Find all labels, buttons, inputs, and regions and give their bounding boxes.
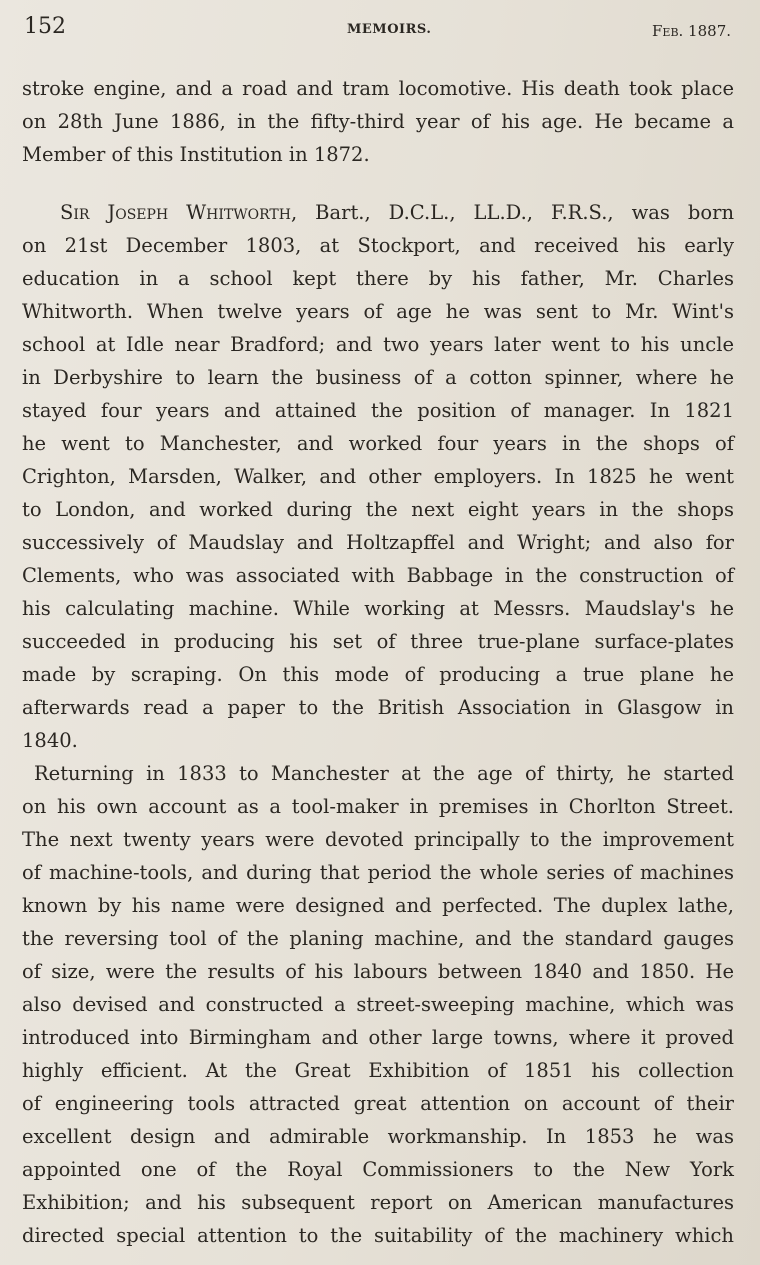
text-line: stayed four years and attained the position of manager. In 1821 [22,399,734,422]
text-line: Member of this Institution in 1872. [22,143,370,166]
text-line: of size, were the results of his labours between 1840 and 1850. He [22,960,734,983]
text-line: highly efficient. At the Great Exhibition of 1851 his collection [22,1059,734,1082]
text-line: Whitworth. When twelve years of age he was sent to Mr. Wint's [22,300,734,323]
text-line: in Derbyshire to learn the business of a cotton spinner, where he [22,366,734,389]
text-line: to London, and worked during the next eight years in the shops [22,498,734,521]
text-line: succeeded in producing his set of three true-plane surface-plates [22,630,734,653]
text-line [22,196,734,229]
text-line: on 21st December 1803, at Stockport, and received his early [22,234,734,257]
text-line: the reversing tool of the planing machine, and the standard gauges [22,927,734,950]
text-line: on his own account as a tool-maker in premises in Chorlton Street. [22,795,734,818]
text-line: Returning in 1833 to Manchester at the age of thirty, he started [34,762,734,785]
running-date: Feb. 1887. [652,22,731,40]
paragraph [22,72,734,171]
name-lead: Sir Joseph Whitworth, [60,201,298,224]
paragraph [22,757,734,1252]
text-line: The next twenty years were devoted principally to the improvement [22,828,734,851]
text-line: introduced into Birmingham and other large towns, where it proved [22,1026,734,1049]
text-line: directed special attention to the suitability of the machinery which [22,1224,734,1247]
text-line: appointed one of the Royal Commissioners to the New York [22,1158,734,1181]
text-line: excellent design and admirable workmanship. In 1853 he was [22,1125,734,1148]
text-line: stroke engine, and a road and tram locomotive. His death took place [22,77,734,100]
page-number: 152 [24,14,66,39]
text-line: Crighton, Marsden, Walker, and other employers. In 1825 he went [22,465,734,488]
text-line: afterwards read a paper to the British Association in Glasgow in [22,696,734,719]
text-line: successively of Maudslay and Holtzapffel and Wright; and also for [22,531,734,554]
text-line: school at Idle near Bradford; and two years later went to his uncle [22,333,734,356]
text-line: his calculating machine. While working at Messrs. Maudslay's he [22,597,734,620]
paragraph [22,196,734,757]
text-line: 1840. [22,729,78,752]
line-text: Bart., D.C.L., LL.D., F.R.S., was born [315,201,735,224]
text-line: made by scraping. On this mode of producing a true plane he [22,663,734,686]
body-text [22,72,734,1252]
text-line: Exhibition; and his subsequent report on American manufactures [22,1191,734,1214]
text-line: on 28th June 1886, in the fifty-third year of his age. He became a [22,110,734,133]
text-line: he went to Manchester, and worked four years in the shops of [22,432,734,455]
text-line: of machine-tools, and during that period the whole series of machines [22,861,734,884]
text-line: also devised and constructed a street-sweeping machine, which was [22,993,734,1016]
text-line: education in a school kept there by his father, Mr. Charles [22,267,734,290]
text-line: Clements, who was associated with Babbage in the construction of [22,564,734,587]
running-title: MEMOIRS. [347,22,432,37]
text-line: known by his name were designed and perfected. The duplex lathe, [22,894,734,917]
text-line: of engineering tools attracted great attention on account of their [22,1092,734,1115]
